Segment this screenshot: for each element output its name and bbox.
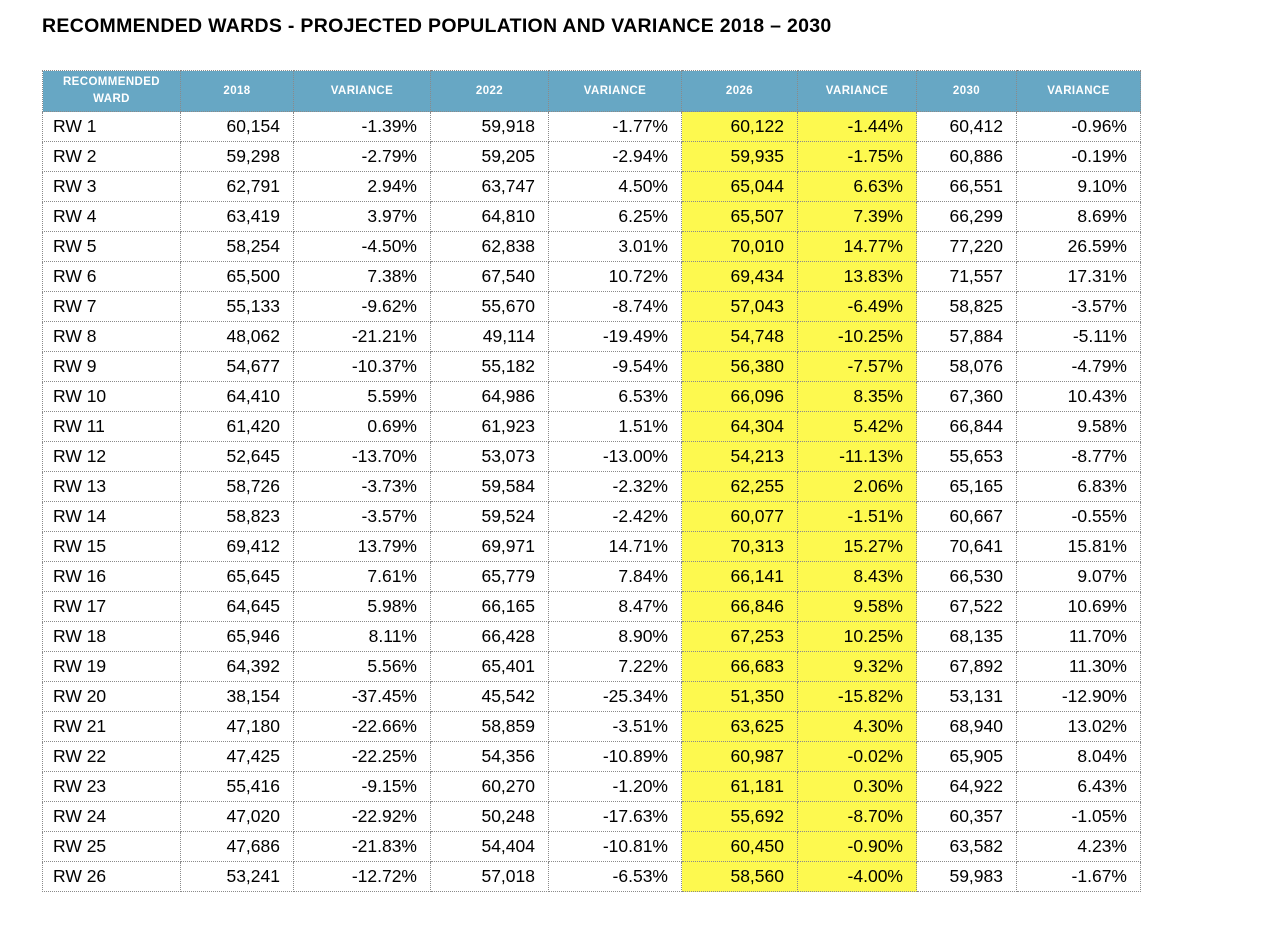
- page-title: RECOMMENDED WARDS - PROJECTED POPULATION AND VARIANCE 2018 – 2030: [42, 15, 832, 37]
- value-cell: 66,141: [682, 562, 798, 592]
- value-cell: 65,905: [917, 742, 1017, 772]
- value-cell: -8.74%: [549, 292, 682, 322]
- ward-cell: RW 17: [43, 592, 181, 622]
- value-cell: 64,986: [431, 382, 549, 412]
- value-cell: 64,645: [181, 592, 294, 622]
- value-cell: 60,667: [917, 502, 1017, 532]
- value-cell: -8.70%: [798, 802, 917, 832]
- value-cell: 9.10%: [1017, 172, 1141, 202]
- value-cell: 57,884: [917, 322, 1017, 352]
- ward-cell: RW 22: [43, 742, 181, 772]
- value-cell: 67,892: [917, 652, 1017, 682]
- value-cell: 7.38%: [294, 262, 431, 292]
- value-cell: 69,434: [682, 262, 798, 292]
- table-row: [43, 712, 1141, 742]
- value-cell: 4.23%: [1017, 832, 1141, 862]
- value-cell: 61,923: [431, 412, 549, 442]
- value-cell: 63,747: [431, 172, 549, 202]
- value-cell: 10.43%: [1017, 382, 1141, 412]
- ward-cell: RW 26: [43, 862, 181, 892]
- value-cell: 60,270: [431, 772, 549, 802]
- ward-cell: RW 4: [43, 202, 181, 232]
- value-cell: 60,077: [682, 502, 798, 532]
- value-cell: 60,357: [917, 802, 1017, 832]
- value-cell: -19.49%: [549, 322, 682, 352]
- value-cell: -9.62%: [294, 292, 431, 322]
- value-cell: -0.19%: [1017, 142, 1141, 172]
- value-cell: -3.73%: [294, 472, 431, 502]
- value-cell: 54,404: [431, 832, 549, 862]
- value-cell: 66,165: [431, 592, 549, 622]
- value-cell: 0.69%: [294, 412, 431, 442]
- table-row: [43, 772, 1141, 802]
- value-cell: -22.92%: [294, 802, 431, 832]
- value-cell: 55,133: [181, 292, 294, 322]
- value-cell: 67,253: [682, 622, 798, 652]
- value-cell: 64,304: [682, 412, 798, 442]
- value-cell: 15.27%: [798, 532, 917, 562]
- value-cell: -2.79%: [294, 142, 431, 172]
- ward-cell: RW 16: [43, 562, 181, 592]
- table-row: [43, 262, 1141, 292]
- value-cell: 58,726: [181, 472, 294, 502]
- value-cell: 70,313: [682, 532, 798, 562]
- ward-cell: RW 15: [43, 532, 181, 562]
- value-cell: 66,096: [682, 382, 798, 412]
- value-cell: -2.32%: [549, 472, 682, 502]
- value-cell: 9.32%: [798, 652, 917, 682]
- value-cell: 54,748: [682, 322, 798, 352]
- table-row: [43, 502, 1141, 532]
- value-cell: 62,791: [181, 172, 294, 202]
- value-cell: 59,205: [431, 142, 549, 172]
- ward-cell: RW 5: [43, 232, 181, 262]
- value-cell: 66,299: [917, 202, 1017, 232]
- value-cell: 55,182: [431, 352, 549, 382]
- value-cell: 65,165: [917, 472, 1017, 502]
- value-cell: 11.70%: [1017, 622, 1141, 652]
- table-row: [43, 532, 1141, 562]
- value-cell: 47,020: [181, 802, 294, 832]
- value-cell: -1.44%: [798, 112, 917, 142]
- value-cell: -3.51%: [549, 712, 682, 742]
- value-cell: 58,825: [917, 292, 1017, 322]
- ward-cell: RW 20: [43, 682, 181, 712]
- value-cell: -12.72%: [294, 862, 431, 892]
- value-cell: -5.11%: [1017, 322, 1141, 352]
- value-cell: -12.90%: [1017, 682, 1141, 712]
- table-row: [43, 622, 1141, 652]
- value-cell: 67,522: [917, 592, 1017, 622]
- value-cell: -10.37%: [294, 352, 431, 382]
- column-header: VARIANCE: [798, 71, 917, 112]
- ward-cell: RW 3: [43, 172, 181, 202]
- value-cell: 4.30%: [798, 712, 917, 742]
- value-cell: 65,645: [181, 562, 294, 592]
- value-cell: 47,686: [181, 832, 294, 862]
- value-cell: 5.59%: [294, 382, 431, 412]
- value-cell: 54,677: [181, 352, 294, 382]
- value-cell: 14.77%: [798, 232, 917, 262]
- value-cell: 26.59%: [1017, 232, 1141, 262]
- value-cell: 7.84%: [549, 562, 682, 592]
- column-header: 2018: [181, 71, 294, 112]
- value-cell: 66,551: [917, 172, 1017, 202]
- value-cell: 59,584: [431, 472, 549, 502]
- value-cell: 9.07%: [1017, 562, 1141, 592]
- table-row: [43, 202, 1141, 232]
- table-row: [43, 682, 1141, 712]
- value-cell: 60,886: [917, 142, 1017, 172]
- value-cell: 6.83%: [1017, 472, 1141, 502]
- value-cell: 60,122: [682, 112, 798, 142]
- value-cell: 66,428: [431, 622, 549, 652]
- value-cell: 63,419: [181, 202, 294, 232]
- value-cell: 17.31%: [1017, 262, 1141, 292]
- value-cell: 54,213: [682, 442, 798, 472]
- value-cell: 59,935: [682, 142, 798, 172]
- value-cell: 55,653: [917, 442, 1017, 472]
- value-cell: 10.25%: [798, 622, 917, 652]
- value-cell: 7.22%: [549, 652, 682, 682]
- value-cell: 10.72%: [549, 262, 682, 292]
- table-row: [43, 142, 1141, 172]
- value-cell: -15.82%: [798, 682, 917, 712]
- table-row: [43, 802, 1141, 832]
- column-header: VARIANCE: [294, 71, 431, 112]
- ward-cell: RW 14: [43, 502, 181, 532]
- table-row: [43, 172, 1141, 202]
- value-cell: 69,412: [181, 532, 294, 562]
- value-cell: -25.34%: [549, 682, 682, 712]
- value-cell: 58,859: [431, 712, 549, 742]
- value-cell: 65,401: [431, 652, 549, 682]
- value-cell: -1.67%: [1017, 862, 1141, 892]
- ward-cell: RW 23: [43, 772, 181, 802]
- table-row: [43, 562, 1141, 592]
- value-cell: 8.69%: [1017, 202, 1141, 232]
- value-cell: 6.43%: [1017, 772, 1141, 802]
- value-cell: 5.56%: [294, 652, 431, 682]
- value-cell: 48,062: [181, 322, 294, 352]
- value-cell: 61,181: [682, 772, 798, 802]
- value-cell: 65,044: [682, 172, 798, 202]
- value-cell: -10.89%: [549, 742, 682, 772]
- value-cell: -4.50%: [294, 232, 431, 262]
- value-cell: 49,114: [431, 322, 549, 352]
- value-cell: 70,010: [682, 232, 798, 262]
- value-cell: 3.01%: [549, 232, 682, 262]
- value-cell: -3.57%: [294, 502, 431, 532]
- column-header: RECOMMENDED WARD: [43, 71, 181, 112]
- value-cell: 55,670: [431, 292, 549, 322]
- value-cell: 77,220: [917, 232, 1017, 262]
- table-row: [43, 232, 1141, 262]
- value-cell: 66,844: [917, 412, 1017, 442]
- value-cell: -7.57%: [798, 352, 917, 382]
- value-cell: 58,560: [682, 862, 798, 892]
- value-cell: -22.25%: [294, 742, 431, 772]
- value-cell: 8.35%: [798, 382, 917, 412]
- value-cell: -37.45%: [294, 682, 431, 712]
- value-cell: 4.50%: [549, 172, 682, 202]
- table-row: [43, 472, 1141, 502]
- value-cell: 51,350: [682, 682, 798, 712]
- value-cell: 5.42%: [798, 412, 917, 442]
- value-cell: -13.70%: [294, 442, 431, 472]
- value-cell: -2.42%: [549, 502, 682, 532]
- value-cell: 13.83%: [798, 262, 917, 292]
- value-cell: 68,135: [917, 622, 1017, 652]
- value-cell: 59,918: [431, 112, 549, 142]
- ward-cell: RW 12: [43, 442, 181, 472]
- value-cell: 67,540: [431, 262, 549, 292]
- ward-cell: RW 11: [43, 412, 181, 442]
- value-cell: -1.39%: [294, 112, 431, 142]
- value-cell: 9.58%: [1017, 412, 1141, 442]
- value-cell: 60,154: [181, 112, 294, 142]
- value-cell: -9.15%: [294, 772, 431, 802]
- table-row: [43, 292, 1141, 322]
- value-cell: -1.20%: [549, 772, 682, 802]
- value-cell: -0.90%: [798, 832, 917, 862]
- table-row: [43, 862, 1141, 892]
- value-cell: 58,823: [181, 502, 294, 532]
- value-cell: 45,542: [431, 682, 549, 712]
- value-cell: 8.11%: [294, 622, 431, 652]
- column-header: 2030: [917, 71, 1017, 112]
- value-cell: 6.53%: [549, 382, 682, 412]
- value-cell: 70,641: [917, 532, 1017, 562]
- value-cell: 59,983: [917, 862, 1017, 892]
- value-cell: 3.97%: [294, 202, 431, 232]
- value-cell: 64,922: [917, 772, 1017, 802]
- ward-cell: RW 13: [43, 472, 181, 502]
- value-cell: 50,248: [431, 802, 549, 832]
- table-row: [43, 382, 1141, 412]
- value-cell: 55,416: [181, 772, 294, 802]
- ward-cell: RW 1: [43, 112, 181, 142]
- value-cell: 61,420: [181, 412, 294, 442]
- value-cell: -1.77%: [549, 112, 682, 142]
- value-cell: -21.83%: [294, 832, 431, 862]
- value-cell: -22.66%: [294, 712, 431, 742]
- table-row: [43, 352, 1141, 382]
- ward-cell: RW 18: [43, 622, 181, 652]
- value-cell: 60,412: [917, 112, 1017, 142]
- value-cell: 8.47%: [549, 592, 682, 622]
- value-cell: 1.51%: [549, 412, 682, 442]
- ward-cell: RW 9: [43, 352, 181, 382]
- ward-cell: RW 21: [43, 712, 181, 742]
- value-cell: 8.43%: [798, 562, 917, 592]
- value-cell: 47,180: [181, 712, 294, 742]
- column-header: VARIANCE: [549, 71, 682, 112]
- value-cell: -6.53%: [549, 862, 682, 892]
- value-cell: 59,298: [181, 142, 294, 172]
- ward-cell: RW 7: [43, 292, 181, 322]
- value-cell: 66,530: [917, 562, 1017, 592]
- value-cell: 65,779: [431, 562, 549, 592]
- value-cell: 65,507: [682, 202, 798, 232]
- ward-cell: RW 19: [43, 652, 181, 682]
- value-cell: 8.04%: [1017, 742, 1141, 772]
- value-cell: 62,838: [431, 232, 549, 262]
- value-cell: 0.30%: [798, 772, 917, 802]
- value-cell: 64,810: [431, 202, 549, 232]
- value-cell: 63,625: [682, 712, 798, 742]
- value-cell: -11.13%: [798, 442, 917, 472]
- value-cell: 55,692: [682, 802, 798, 832]
- value-cell: 64,410: [181, 382, 294, 412]
- value-cell: 38,154: [181, 682, 294, 712]
- value-cell: 60,987: [682, 742, 798, 772]
- value-cell: 59,524: [431, 502, 549, 532]
- value-cell: 65,500: [181, 262, 294, 292]
- value-cell: 64,392: [181, 652, 294, 682]
- value-cell: 57,043: [682, 292, 798, 322]
- value-cell: 53,131: [917, 682, 1017, 712]
- value-cell: -1.51%: [798, 502, 917, 532]
- ward-cell: RW 2: [43, 142, 181, 172]
- value-cell: -0.96%: [1017, 112, 1141, 142]
- value-cell: -4.79%: [1017, 352, 1141, 382]
- value-cell: 53,073: [431, 442, 549, 472]
- value-cell: 2.94%: [294, 172, 431, 202]
- value-cell: -2.94%: [549, 142, 682, 172]
- value-cell: -1.05%: [1017, 802, 1141, 832]
- value-cell: -13.00%: [549, 442, 682, 472]
- value-cell: -4.00%: [798, 862, 917, 892]
- ward-cell: RW 25: [43, 832, 181, 862]
- value-cell: 58,076: [917, 352, 1017, 382]
- value-cell: 10.69%: [1017, 592, 1141, 622]
- value-cell: 14.71%: [549, 532, 682, 562]
- value-cell: 8.90%: [549, 622, 682, 652]
- value-cell: -1.75%: [798, 142, 917, 172]
- value-cell: 13.02%: [1017, 712, 1141, 742]
- value-cell: -10.81%: [549, 832, 682, 862]
- value-cell: 60,450: [682, 832, 798, 862]
- value-cell: 15.81%: [1017, 532, 1141, 562]
- value-cell: 66,846: [682, 592, 798, 622]
- value-cell: 6.63%: [798, 172, 917, 202]
- value-cell: 7.61%: [294, 562, 431, 592]
- value-cell: 11.30%: [1017, 652, 1141, 682]
- value-cell: 53,241: [181, 862, 294, 892]
- value-cell: -10.25%: [798, 322, 917, 352]
- table-row: [43, 412, 1141, 442]
- value-cell: 56,380: [682, 352, 798, 382]
- value-cell: -17.63%: [549, 802, 682, 832]
- value-cell: 57,018: [431, 862, 549, 892]
- value-cell: 9.58%: [798, 592, 917, 622]
- ward-cell: RW 8: [43, 322, 181, 352]
- value-cell: 66,683: [682, 652, 798, 682]
- value-cell: 58,254: [181, 232, 294, 262]
- ward-cell: RW 10: [43, 382, 181, 412]
- column-header: 2026: [682, 71, 798, 112]
- value-cell: 71,557: [917, 262, 1017, 292]
- value-cell: 67,360: [917, 382, 1017, 412]
- header-row: [43, 71, 1141, 112]
- wards-table: [42, 70, 1141, 892]
- value-cell: 47,425: [181, 742, 294, 772]
- table-body: [43, 112, 1141, 892]
- column-header: VARIANCE: [1017, 71, 1141, 112]
- value-cell: -3.57%: [1017, 292, 1141, 322]
- value-cell: 52,645: [181, 442, 294, 472]
- ward-cell: RW 6: [43, 262, 181, 292]
- table-row: [43, 592, 1141, 622]
- value-cell: -6.49%: [798, 292, 917, 322]
- value-cell: 6.25%: [549, 202, 682, 232]
- value-cell: 69,971: [431, 532, 549, 562]
- table-row: [43, 322, 1141, 352]
- value-cell: -0.02%: [798, 742, 917, 772]
- value-cell: 63,582: [917, 832, 1017, 862]
- value-cell: -0.55%: [1017, 502, 1141, 532]
- ward-cell: RW 24: [43, 802, 181, 832]
- value-cell: 7.39%: [798, 202, 917, 232]
- table-row: [43, 442, 1141, 472]
- value-cell: 65,946: [181, 622, 294, 652]
- value-cell: 2.06%: [798, 472, 917, 502]
- value-cell: 54,356: [431, 742, 549, 772]
- column-header: 2022: [431, 71, 549, 112]
- value-cell: 13.79%: [294, 532, 431, 562]
- table-row: [43, 112, 1141, 142]
- value-cell: 68,940: [917, 712, 1017, 742]
- table-row: [43, 652, 1141, 682]
- value-cell: -9.54%: [549, 352, 682, 382]
- table-row: [43, 742, 1141, 772]
- table-row: [43, 832, 1141, 862]
- value-cell: 62,255: [682, 472, 798, 502]
- value-cell: -8.77%: [1017, 442, 1141, 472]
- value-cell: -21.21%: [294, 322, 431, 352]
- value-cell: 5.98%: [294, 592, 431, 622]
